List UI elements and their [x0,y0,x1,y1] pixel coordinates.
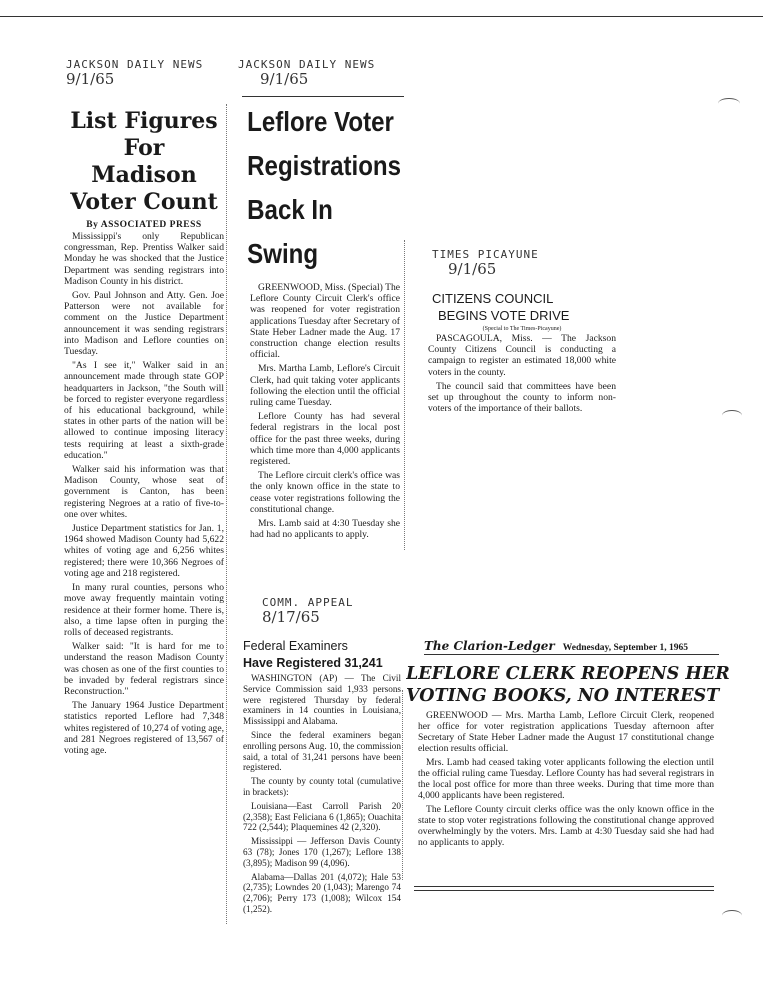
clip2-paragraph: GREENWOOD, Miss. (Special) The Leflore County Circuit Clerk's office was reopened for voter registration applications Tuesday after Secretary of State Heber Ladner made the Aug. 17 construction change election results official. [250,282,400,361]
clip5-headline-line: VOTING BOOKS, NO INTEREST [406,686,720,706]
clip3-paragraph: PASCAGOULA, Miss. — The Jackson County Citizens Council is conducting a campaign to register an estimated 18,000 white voters in the county. [428,333,616,378]
clip3-credit: (Special to The Times-Picayune) [482,326,562,332]
clip2-body [242,282,404,540]
clip2-paragraph: Mrs. Martha Lamb, Leflore's Circuit Clerk, had quit taking voter applicants following the election until the official ruling came Tuesday. [250,363,400,409]
clip4-cut-edge [402,690,403,880]
clip2-headline-line: Leflore Voter [247,106,394,137]
clip3-body [428,333,616,414]
clip1-source-date: 9/1/65 [66,70,115,88]
clip2-article [242,100,404,543]
clip1-article [64,108,224,759]
clip3-headline [428,290,616,324]
clip5-bottom-rule [414,890,714,891]
clip5-paragraph: Mrs. Lamb had ceased taking voter applicants following the election until the official ruling came Tuesday. Leflore County has had several registrars in the local post office for more than three weeks. During that time more than 4,000 applicants have been registered. [418,757,714,801]
clip3-source-date: 9/1/65 [448,260,497,278]
clip5-masthead: The Clarion-Ledger [424,639,555,653]
clip1-cut-edge [226,104,227,924]
clip1-headline: List Figures For Madison Voter Count [70,108,218,215]
clip2-source-date: 9/1/65 [260,70,309,88]
clip4-paragraph: The county by county total (cumulative in brackets): [243,776,401,797]
clip4-headline [243,638,401,672]
page-corner-mark [718,98,740,109]
clip2-paragraph: Mrs. Lamb said at 4:30 Tuesday she had had no applicants to apply. [250,518,400,541]
clip4-headline-line: Have Registered 31,241 [243,656,383,670]
clip1-paragraph: Gov. Paul Johnson and Atty. Gen. Joe Patterson were not available for comment on the Justice Department announcement it was sending registrars into Madison and Leflore counties on Tuesday. [64,290,224,358]
clip3-headline-line: CITIZENS COUNCIL [432,291,554,306]
clip1-paragraph: "As I see it," Walker said in an announcement made through state GOP headquarters in Jackson, "the South will be forced to register everyone regardless of his educational background, while states in other parts of the nation will be allowed to continue imposing literacy tests requiring at least a sixth-grade education." [64,360,224,461]
clip1-source-name: JACKSON DAILY NEWS [66,58,204,71]
top-border-line [0,16,763,17]
clip2-paragraph: The Leflore circuit clerk's office was the only known office in the state to cease voter registrations following the constitutional change. [250,470,400,515]
clip5-paragraph: GREENWOOD — Mrs. Martha Lamb, Leflore Circuit Clerk, reopened her office for voter registration applications Tuesday afternoon after Secretary of State Heber Ladner made the August 17 constitutional change election results official. [418,710,714,754]
clip5-headline-line: LEFLORE CLERK REOPENS HER [406,664,730,684]
page-corner-mark [722,410,742,421]
clip1-body [64,231,224,756]
clip4-source-name: COMM. APPEAL [262,596,354,609]
clip3-headline-line: BEGINS VOTE DRIVE [438,308,570,323]
clip2-paragraph: Leflore County has had several federal registrars in the local post office for the past three weeks, during which time more than 4,000 applicants registered. [250,411,400,468]
clip1-paragraph: Walker said: "It is hard for me to understand the reason Madison County was chosen as one of the first counties to be invaded by federal registrars since Reconstruction." [64,641,224,697]
clip2-headline-line: Back In Swing [247,194,333,269]
clip5-dateline: Wednesday, September 1, 1965 [562,643,688,653]
clip1-paragraph: Walker said his information was that Madison County, whose seat of government is Canton, has been registering Negroes at a ratio of five-to-one over whites. [64,464,224,520]
clip2-top-rule [242,96,404,97]
clip5-masthead-row [424,637,719,655]
clip2-source-name: JACKSON DAILY NEWS [238,58,376,71]
clip5-masthead-rule [424,654,719,655]
clip4-article [243,638,401,918]
clip2-headline-line: Registrations [247,150,402,181]
clip5-headline [406,663,763,707]
clip4-source-date: 8/17/65 [262,608,320,626]
clip4-headline-line: Federal Examiners [243,639,348,653]
clip2-cut-edge [404,240,405,550]
clip4-paragraph: Alabama—Dallas 201 (4,072); Hale 53 (2,735); Lowndes 20 (1,043); Marengo 74 (2,706); Perry 173 (1,008); Wilcox 154 (1,252). [243,871,401,914]
clip5-paragraph: The Leflore County circuit clerks office was the only known office in the state to stop voter registrations following the constitutional change approved overwhelmingly by the voters. Mrs. Lamb at 4:30 Tuesday said she had had no applicants to apply. [418,804,714,848]
clip1-paragraph: Justice Department statistics for Jan. 1, 1964 showed Madison County had 5,622 whites of voting age and 6,256 whites registered; there were 10,366 Negroes of voting age and 218 registered. [64,523,224,579]
clip1-paragraph: Mississippi's only Republican congressman, Rep. Prentiss Walker said Monday he was shocked that the Justice Department was sending registrars into Madison County in his district. [64,231,224,287]
clip5-bottom-rule [414,886,714,887]
clip4-paragraph: WASHINGTON (AP) — The Civil Service Commission said 1,933 persons were registered Thursday by federal examiners in 14 counties in Louisiana, Mississippi and Alabama. [243,673,401,727]
clip3-article [428,290,616,417]
clip4-paragraph: Since the federal examiners began enrolling persons Aug. 10, the commission said, a total of 31,241 persons have been registered. [243,729,401,773]
clip1-source [66,58,216,86]
clip3-source [432,248,592,276]
clip1-paragraph: In many rural counties, persons who move away frequently maintain voting residence at their former home. There is, also, a time lapse often in purging the rolls of deceased registrants. [64,582,224,638]
clip5-body [418,710,714,851]
clip4-body [243,673,401,915]
clip1-byline: By ASSOCIATED PRESS [86,220,202,230]
clip3-source-name: TIMES PICAYUNE [432,248,539,261]
clip2-source [238,58,398,86]
clip4-source [262,596,402,624]
clip2-headline [242,100,407,276]
clip4-paragraph: Louisiana—East Carroll Parish 20 (2,358); East Feliciana 6 (1,865); Ouachita 722 (2,544); Plaquemines 42 (2,320). [243,800,401,833]
clip3-paragraph: The council said that committees have been set up throughout the county to inform non-voters of the importance of their ballots. [428,380,616,415]
page-corner-mark [722,910,742,921]
clip1-paragraph: The January 1964 Justice Department statistics reported Leflore had 7,348 whites registered of 10,274 of voting age, and 281 Negroes registered of 13,567 of voting age. [64,700,224,756]
clip4-paragraph: Mississippi — Jefferson Davis County 63 (78); Jones 170 (1,267); Leflore 138 (3,895); Madison 99 (4,096). [243,836,401,868]
